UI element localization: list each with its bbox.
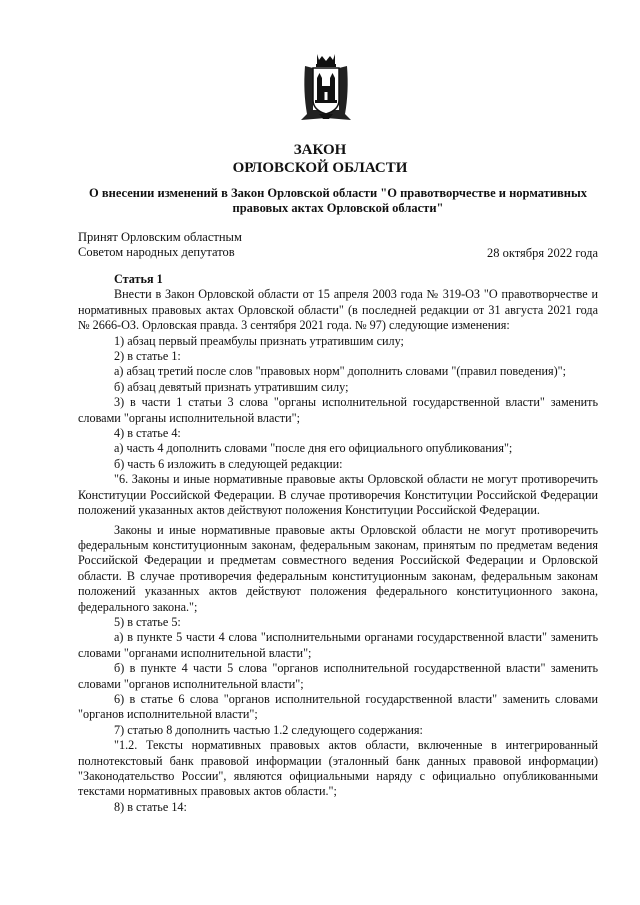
paragraph: б) абзац девятый признать утратившим силу; [114, 379, 349, 394]
paragraph: "1.2. Тексты нормативных правовых актов области, включенные в интегрированный полнотекстовый банк правовой информации (эталонный банк данных правовой информации) "Законодательство России", являются официальными наряду с официально опубликованными текстами нормативных правовых актов области."; [78, 738, 598, 799]
paragraph: б) часть 6 изложить в следующей редакции: [114, 456, 343, 471]
adoption-line-2: Советом народных депутатов [78, 245, 235, 259]
region-title: ОРЛОВСКОЙ ОБЛАСТИ [232, 160, 408, 176]
paragraph: а) абзац третий после слов "правовых норм" дополнить словами "(правил поведения)"; [114, 364, 567, 379]
paragraph: 5) в статье 5: [114, 614, 181, 629]
law-title: ЗАКОН [293, 142, 347, 158]
adoption-block [78, 230, 242, 260]
paragraph: 7) статью 8 дополнить частью 1.2 следующего содержания: [114, 722, 423, 737]
paragraph: 6) в статье 6 слова "органов исполнительной государственной власти" заменить словами "органов исполнительной власти"; [78, 691, 598, 722]
adoption-date: 28 октября 2022 года [486, 246, 598, 260]
paragraph: 4) в статье 4: [114, 426, 181, 441]
paragraph: 1) абзац первый преамбулы признать утратившим силу; [114, 333, 404, 348]
article-body [78, 272, 598, 815]
paragraph: "6. Законы и иные нормативные правовые акты Орловской области не могут противоречить Конституции Российской Федерации. В случае противоречия Конституции Российской Федерации положений указанных актов действуют положения Конституции Российской Федерации. [78, 472, 598, 518]
law-subtitle: О внесении изменений в Закон Орловской области "О правотворчестве и нормативных правовых актах Орловской области" [89, 186, 587, 215]
paragraph: а) в пункте 5 части 4 слова "исполнительными органами государственной власти" заменить словами "органами исполнительной власти"; [78, 630, 598, 660]
paragraph: Внести в Закон Орловской области от 15 апреля 2003 года № 319-ОЗ "О правотворчестве и нормативных правовых актах Орловской области" (в последней редакции от 31 августа 2021 года № 2666-ОЗ. Орловская правда. 3 сентября 2021 года. № 97) следующие изменения: [78, 287, 598, 333]
paragraph: 2) в статье 1: [114, 349, 181, 364]
paragraph: Законы и иные нормативные правовые акты Орловской области не могут противоречить федеральным конституционным законам, федеральным законам, принятым по предметам ведения Российской Федерации и предметам совместного ведения Российской Федерации и Орловской области. В случае противоречия федеральным конституционным законам, федеральным законам положений указанных актов действуют положения федерального конституционного закона, федерального закона."; [78, 522, 598, 614]
paragraph: а) часть 4 дополнить словами "после дня его официального опубликования"; [114, 441, 513, 456]
paragraph: б) в пункте 4 части 5 слова "органов исполнительной государственной власти" заменить словами "органов исполнительной власти"; [78, 661, 598, 691]
coat-of-arms-icon [299, 52, 353, 122]
adoption-line-1: Принят Орловским областным [78, 230, 242, 244]
paragraph: 3) в части 1 статьи 3 слова "органы исполнительной государственной власти" заменить словами "органы исполнительной власти"; [78, 395, 598, 425]
article-heading: Статья 1 [114, 272, 163, 286]
paragraph: 8) в статье 14: [114, 799, 187, 814]
